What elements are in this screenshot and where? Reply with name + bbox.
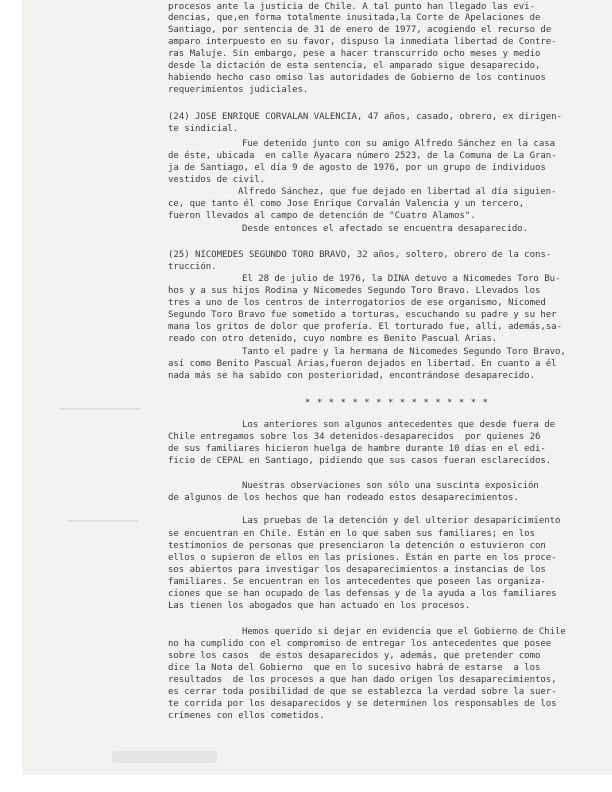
section-separator: * * * * * * * * * * * * * * * * xyxy=(305,398,489,408)
text-line: nada más se ha sabido con posterioridad, encontrándose desaparecido. xyxy=(168,371,535,381)
text-line: ciones que se han ocupado de las defensas y de la ayuda a los familiares xyxy=(168,589,557,599)
text-line: Santiago, por sentencia de 31 de enero de 1977, acogiendo el recurso de xyxy=(168,25,552,35)
text-line: ficio de CEPAL en Santiago, pidiendo que sus casos fueran esclarecidos. xyxy=(168,456,552,466)
text-line: sos abiertos para investigar los desaparecimientos a instancias de los xyxy=(168,565,546,575)
text-line: familiares. Se encuentran en los antecedentes que poseen las organiza- xyxy=(168,577,546,587)
section-heading: (25) NICOMEDES SEGUNDO TORO BRAVO, 32 años, soltero, obrero de la cons- xyxy=(168,250,552,260)
faded-stamp xyxy=(112,751,217,763)
text-line: es cerrar toda posibilidad de que se establezca la verdad sobre la suer- xyxy=(168,687,557,697)
page-bottom xyxy=(0,775,612,792)
text-line: Las tienen los abogados que han actuado en los procesos. xyxy=(168,601,471,611)
text-line: Tanto el padre y la hermana de Nicomedes Segundo Toro Bravo, xyxy=(242,347,566,357)
text-line: ja de Santiago, el día 9 de agosto de 1976, por un grupo de individuos xyxy=(168,163,546,173)
text-line: mana los gritos de dolor que profería. El torturado fue, allí, además,sa- xyxy=(168,322,562,332)
text-line: Segundo Toro Bravo fue sometido a torturas, escuchando su padre y su her xyxy=(168,310,557,320)
text-line: reado con otro detenido, cuyo nombre es Benito Pascual Arias. xyxy=(168,334,498,344)
scan-smudge xyxy=(60,408,140,410)
text-line: así como Benito Pascual Arias,fueron dejados en libertad. En cuanto a él xyxy=(168,359,557,369)
text-line: amparo interpuesto en su favor, dispuso la inmediata libertad de Contre- xyxy=(168,37,557,47)
text-line: trucción. xyxy=(168,262,217,272)
text-line: te sindicial. xyxy=(168,124,239,134)
text-line: Las pruebas de la detención y del ulterior desaparicimiento xyxy=(242,516,561,526)
text-line: fueron llevados al campo de detención de "Cuatro Alamos". xyxy=(168,211,476,221)
text-line: Nuestras observaciones son sólo una suscinta exposición xyxy=(242,481,539,491)
text-line: Hemos querido si dejar en evidencia que el Gobierno de Chile xyxy=(242,627,566,637)
text-line: se encuentran en Chile. Están en lo que saben sus familiares; en los xyxy=(168,529,535,539)
text-line: de éste, ubicada en calle Ayacara número 2523, de la Comuna de La Gran- xyxy=(168,151,557,161)
text-line: ellos o supieron de ellos en las prisiones. Están en parte en los proce- xyxy=(168,553,557,563)
text-line: habiendo hecho caso omiso las autoridades de Gobierno de los continuos xyxy=(168,73,546,83)
text-line: Los anteriores son algunos antecedentes que desde fuera de xyxy=(242,420,556,430)
text-line: ce, que tanto él como Jose Enrique Corvalán Valencia y un tercero, xyxy=(168,199,525,209)
text-line: hos y a sus hijos Rodina y Nicomedes Segundo Toro Bravo. Llevados los xyxy=(168,286,541,296)
text-line: crímenes con ellos cometidos. xyxy=(168,711,325,721)
text-line: desde la dictación de esta sentencia, el amparado sigue desaparecido, xyxy=(168,61,541,71)
section-heading: (24) JOSE ENRIQUE CORVALAN VALENCIA, 47 años, casado, obrero, ex dirigen- xyxy=(168,112,562,122)
text-line: de algunos de los hechos que han rodeado estos desaparecimientos. xyxy=(168,493,519,503)
scan-smudge xyxy=(68,520,138,522)
text-line: te corrida por los desaparecidos y se determinen los responsables de los xyxy=(168,699,557,709)
text-line: Alfredo Sánchez, que fue dejado en libertad al día siguien- xyxy=(238,187,557,197)
text-line: dencias, que,en forma totalmente inusitada,la Corte de Apelaciones de xyxy=(168,13,541,23)
text-line: procesos ante la justicia de Chile. A tal punto han llegado las evi- xyxy=(168,2,535,12)
text-line: Chile entregamos sobre los 34 detenidos-desaparecidos por quienes 26 xyxy=(168,432,541,442)
text-line: ras Maluje. Sin embargo, pese a hacer transcurrido ocho meses y medio xyxy=(168,49,541,59)
text-line: El 28 de julio de 1976, la DINA detuvo a Nicomedes Toro Bu- xyxy=(242,274,561,284)
text-line: no ha cumplido con el compromiso de entregar los antecedentes que posee xyxy=(168,639,552,649)
text-line: resultados de los procesos a que han dado origen los desaparecimientos, xyxy=(168,675,557,685)
text-line: Fue detenido junto con su amigo Alfredo Sánchez en la casa xyxy=(242,139,556,149)
text-line: tres a uno de los centros de interrogatorios de ese organismo, Nicomed xyxy=(168,298,546,308)
page-margin xyxy=(0,0,22,792)
text-line: requerimientos judiciales. xyxy=(168,85,309,95)
text-line: Desde entonces el afectado se encuentra desaparecido. xyxy=(242,224,529,234)
text-line: sobre los casos de estos desaparecidos y, además, que pretender como xyxy=(168,651,541,661)
text-line: vestidos de civil. xyxy=(168,175,266,185)
text-line: dice la Nota del Gobierno que en lo sucesivo habrá de estarse a los xyxy=(168,663,541,673)
text-line: de sus familiares hicieron huelga de hambre durante 10 días en el edi- xyxy=(168,444,546,454)
text-line: testimonios de personas que presenciaron la detención o estuvieron con xyxy=(168,541,546,551)
